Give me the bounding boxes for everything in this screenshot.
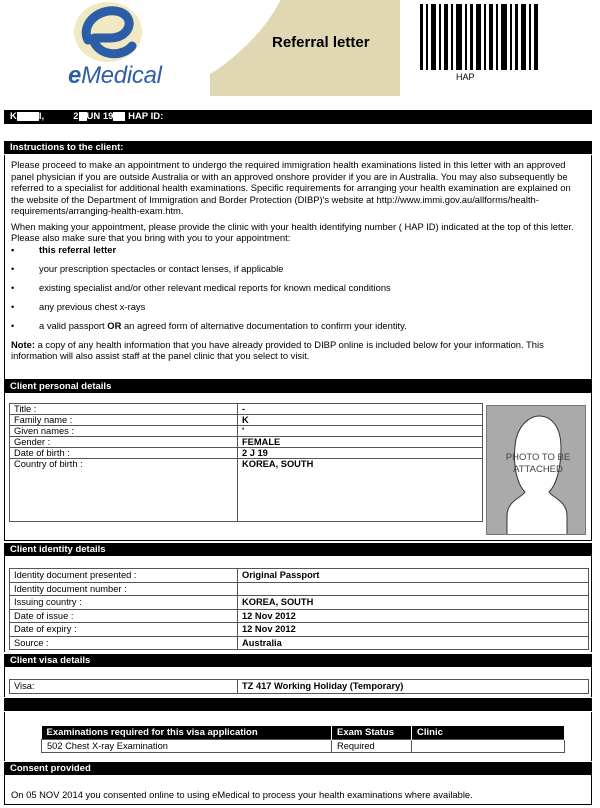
- client-id-bar: [4, 110, 592, 124]
- table-row: [10, 623, 589, 637]
- table-row: [10, 582, 589, 596]
- field-value: Original Passport: [238, 569, 589, 583]
- personal-details-table: [9, 403, 483, 522]
- table-row: [10, 680, 589, 694]
- table-row: [10, 459, 483, 522]
- identity-table: [9, 568, 589, 650]
- identity-details-heading: Client identity details: [4, 543, 592, 556]
- exam-clinic: [412, 739, 565, 752]
- table-row: [10, 569, 589, 583]
- note: [11, 339, 585, 362]
- field-label: Issuing country :: [10, 596, 238, 610]
- client-name-initial: K: [10, 111, 17, 122]
- field-value: [238, 582, 589, 596]
- redaction: [113, 112, 125, 121]
- instructions-panel: [4, 155, 592, 380]
- logo-area: [0, 0, 210, 100]
- consent-panel: [4, 775, 592, 805]
- redaction: [17, 112, 39, 121]
- barcode-icon: [420, 4, 540, 70]
- field-label: Date of issue :: [10, 609, 238, 623]
- table-row: [10, 426, 483, 437]
- field-value: KOREA, SOUTH: [238, 459, 483, 522]
- table-row: [10, 437, 483, 448]
- client-dob-prefix: 2: [73, 111, 79, 122]
- exam-name: 502 Chest X-ray Examination: [42, 739, 332, 752]
- list-item: • a valid passport OR an agreed form of alternative documentation to confirm your identity.: [11, 320, 585, 339]
- column-header: Examinations required for this visa application: [42, 726, 332, 739]
- table-row: [10, 448, 483, 459]
- list-item: • this referral letter: [11, 244, 585, 263]
- field-value: 2 J 19: [238, 448, 483, 459]
- barcode-label: HAP: [456, 72, 475, 82]
- field-label: Given names :: [10, 426, 238, 437]
- exam-status: Required: [332, 739, 412, 752]
- instructions-heading: Instructions to the client:: [4, 141, 592, 154]
- identity-details-panel: [4, 556, 592, 652]
- photo-placeholder: [486, 405, 586, 535]
- emphasis: OR: [107, 319, 122, 331]
- client-name-suffix: l,: [38, 111, 45, 122]
- list-item: • existing specialist and/or other relevant medical reports for known medical conditions: [11, 282, 585, 301]
- table-row: [10, 596, 589, 610]
- field-value: 12 Nov 2012: [238, 609, 589, 623]
- table-row: [10, 609, 589, 623]
- table-row: [10, 636, 589, 650]
- photo-label: PHOTO TO BE ATTACHED: [505, 452, 571, 475]
- field-label: Visa:: [10, 680, 238, 694]
- visa-details-panel: [4, 667, 592, 697]
- exams-table: [41, 726, 565, 753]
- field-value: FEMALE: [238, 437, 483, 448]
- note-text: a copy of any health information that you have already provided to DIBP online is included below for your information. This information will also assist staff at the panel clinic that you select to visit.: [11, 338, 544, 361]
- field-label: Title :: [10, 404, 238, 415]
- column-header: Exam Status: [332, 726, 412, 739]
- list-item: • your prescription spectacles or contact lenses, if applicable: [11, 263, 585, 282]
- instructions-para-2: When making your appointment, please provide the clinic with your health identifying number ( HAP ID) indicated at the top of this letter. Please also make sure that you bring with you to your appointment:: [11, 220, 574, 243]
- field-value: K: [238, 415, 483, 426]
- client-dob: UN 19: [86, 111, 114, 122]
- field-value: KOREA, SOUTH: [238, 596, 589, 610]
- table-header-row: [42, 726, 565, 739]
- field-label: Date of expiry :: [10, 623, 238, 637]
- personal-details-heading: Client personal details: [4, 380, 592, 393]
- page-header: [0, 0, 600, 100]
- field-value: Australia: [238, 636, 589, 650]
- instructions-para-1: Please proceed to make an appointment to undergo the required immigration health examinations listed in this letter with an approved panel physician if you are outside Australia or with an approved onshore provider if you are in Australia. You may also subsequently be referred to a specialist for additional health examinations. Specific requirements for arranging your health examination are explained on the website of the Department of Immigration and Border Protection (DIBP)'s website at http://www.immi.gov.au/allforms/health-requirements/arranging-health-exam.htm.: [11, 159, 571, 216]
- exams-separator-bar: [4, 698, 592, 711]
- field-value: ': [238, 426, 483, 437]
- redaction: [79, 112, 87, 121]
- field-label: Identity document number :: [10, 582, 238, 596]
- personal-details-panel: [4, 393, 592, 541]
- exams-panel: [4, 712, 592, 761]
- list-item: • any previous chest x-rays: [11, 301, 585, 320]
- field-label: Gender :: [10, 437, 238, 448]
- page-title: Referral letter: [272, 34, 370, 51]
- checklist: [11, 244, 585, 339]
- visa-table: [9, 679, 589, 694]
- field-value: TZ 417 Working Holiday (Temporary): [238, 680, 589, 694]
- field-label: Identity document presented :: [10, 569, 238, 583]
- field-value: 12 Nov 2012: [238, 623, 589, 637]
- field-label: Date of birth :: [10, 448, 238, 459]
- field-label: Source :: [10, 636, 238, 650]
- column-header: Clinic: [412, 726, 565, 739]
- visa-details-heading: Client visa details: [4, 654, 592, 667]
- field-label: Family name :: [10, 415, 238, 426]
- logo-wordmark: eMedical: [68, 62, 162, 89]
- consent-text: On 05 NOV 2014 you consented online to using eMedical to process your health examinations where available.: [11, 789, 473, 800]
- emedical-logo-icon: [58, 2, 158, 64]
- table-row: [42, 739, 565, 752]
- consent-heading: Consent provided: [4, 762, 592, 775]
- table-row: [10, 415, 483, 426]
- hap-id-label: HAP ID:: [128, 111, 164, 122]
- note-label: Note:: [11, 338, 35, 350]
- field-value: -: [238, 404, 483, 415]
- field-label: Country of birth :: [10, 459, 238, 522]
- table-row: [10, 404, 483, 415]
